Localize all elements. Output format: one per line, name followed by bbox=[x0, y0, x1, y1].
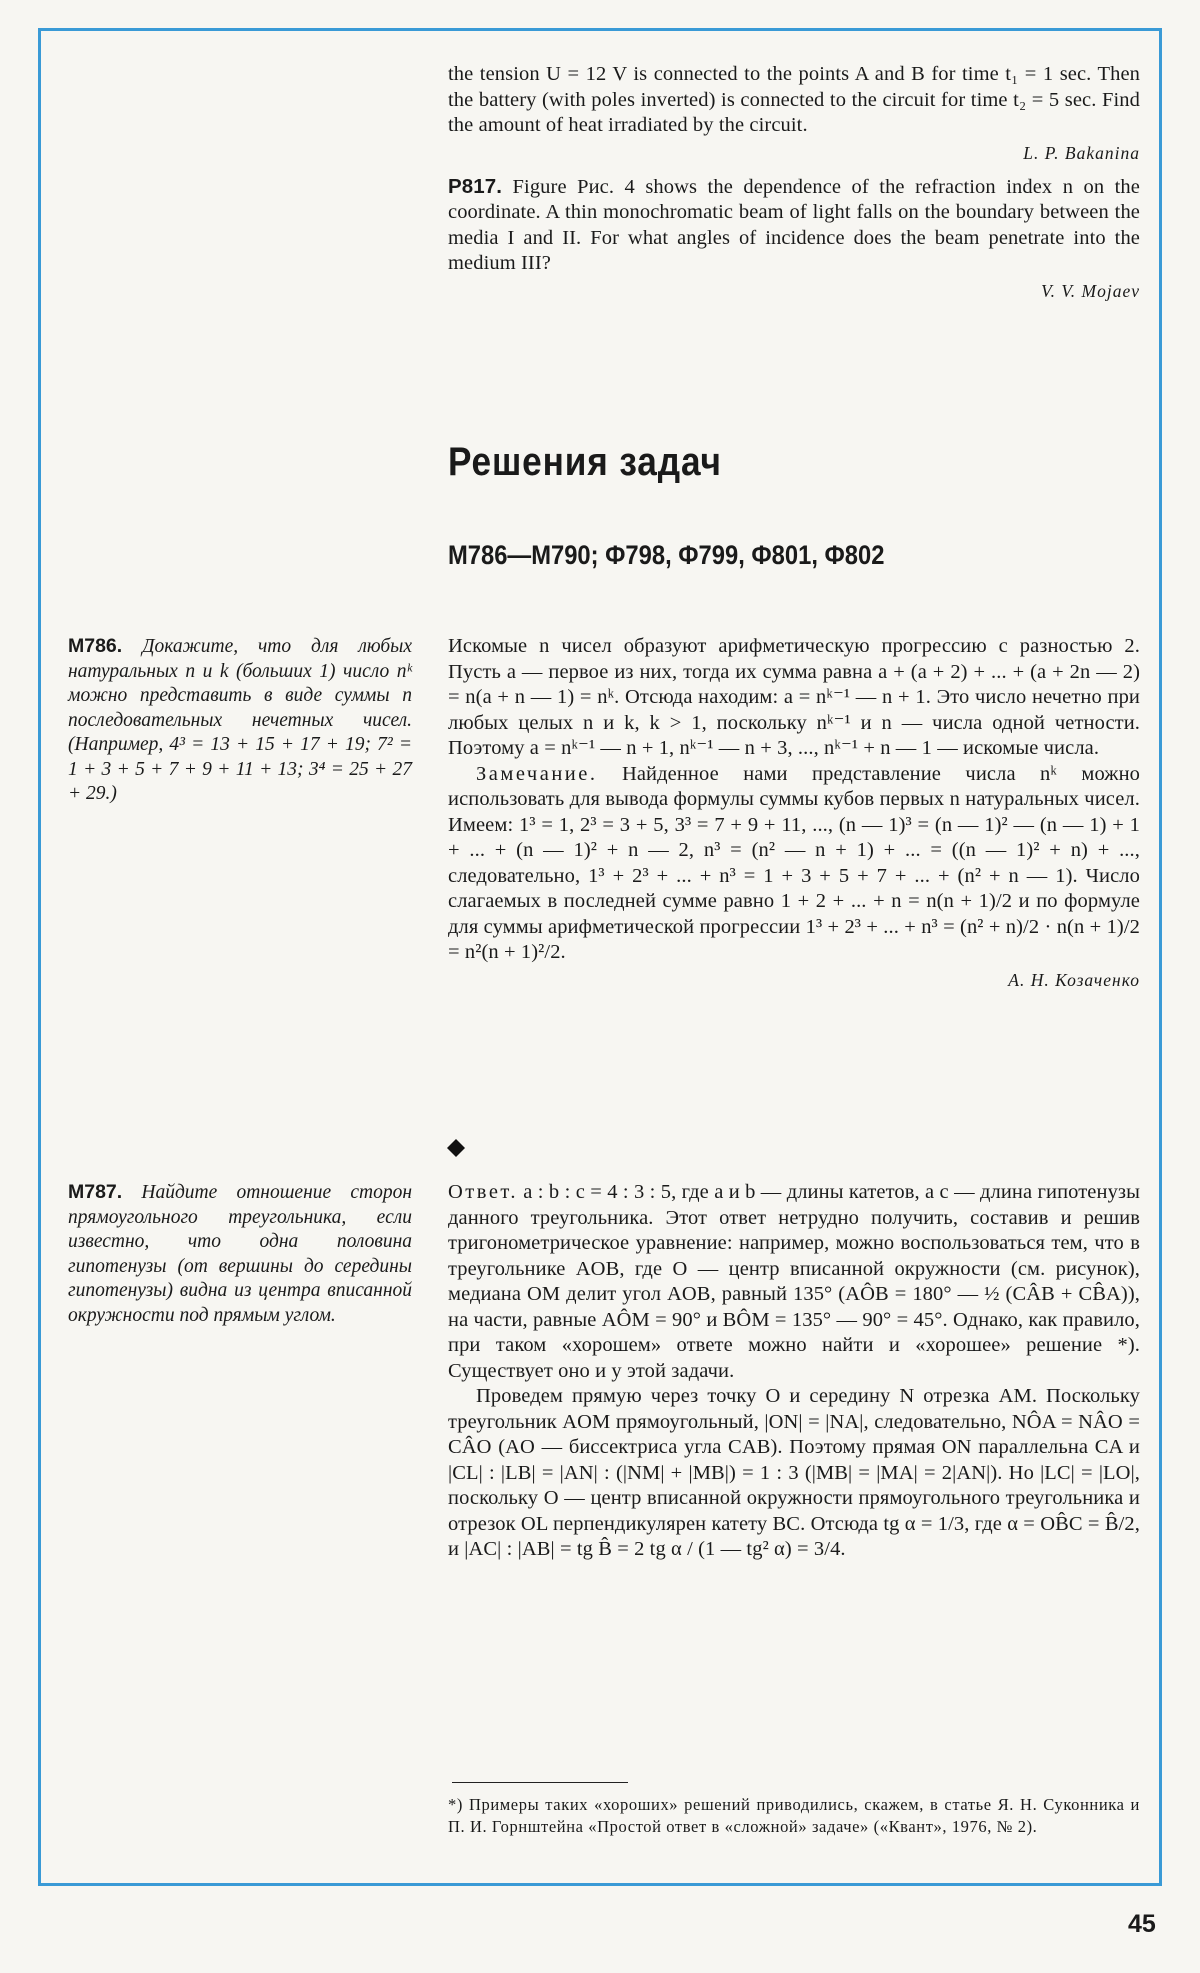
m786-statement-text: Докажите, что для любых натуральных n и k (больших 1) число nᵏ можно представить в виде суммы n последовательных нечетных чисел. (Например, 4³ = 13 + 15 + 17 + 19; 7² = 1 + 3 + 5 + 7 + 9 + 11 + 13; 3⁴ = 25 + 27 + 29.) bbox=[68, 636, 412, 804]
diamond-separator-icon bbox=[446, 1138, 466, 1158]
p816-continuation: the tension U = 12 V is connected to the points A and B for time t₁ = 1 sec. Then the battery (with poles inverted) is connected to the circuit for time t₂ = 5 sec. Find the amount of heat irradiated by the circuit. bbox=[448, 63, 1140, 136]
m786-solution-block bbox=[448, 634, 1140, 991]
m787-statement-block bbox=[68, 1180, 412, 1328]
footnote-divider bbox=[452, 1782, 628, 1783]
m787-answer-label: Ответ. bbox=[448, 1181, 518, 1203]
m787-statement-text: Найдите отношение сторон прямоугольного треугольника, если известно, что одна половина гипотенузы (от вершины до середины гипотенузы) видна из центра вписанной окружности под прямым углом. bbox=[68, 1182, 412, 1326]
page-number: 45 bbox=[1128, 1910, 1156, 1938]
m787-statement bbox=[68, 1180, 412, 1328]
m787-code: M787. bbox=[68, 1181, 123, 1203]
m787-solution-block bbox=[448, 1180, 1140, 1563]
m786-code: M786. bbox=[68, 635, 123, 657]
top-problems-block bbox=[448, 62, 1140, 302]
p817-code: P817. bbox=[448, 174, 503, 198]
m786-statement bbox=[68, 634, 412, 807]
p816-author: L. P. Bakanina bbox=[1023, 142, 1140, 163]
m787-answer-text: a : b : c = 4 : 3 : 5, где a и b — длины катетов, а c — длина гипотенузы данного треугольника. Этот ответ нетрудно получить, составив и решив тригонометрическое уравнение: например, можно воспользоваться тем, что в треугольнике AOB, где O — центр вписанной окружности (см. рисунок), медиана OM делит угол AOB, равный 135° (AÔB = 180° — ½ (CÂB + CB̂A)), на части, равные AÔM = 90° и BÔM = 135° — 90° = 45°. Однако, как правило, при таком «хорошем» ответе можно найти и «хорошее» решение *). Существует оно и у этой задачи. bbox=[448, 1181, 1140, 1382]
p817-text: Figure Рис. 4 shows the dependence of the refraction index n on the coordinate. A thin monochromatic beam of light falls on the boundary between the media I and II. For what angles of incidence does the beam penetrate into the medium III? bbox=[448, 175, 1140, 274]
m786-solution-p2 bbox=[448, 762, 1140, 966]
footnote: *) Примеры таких «хороших» решений приводились, скажем, в статье Я. Н. Суконника и П. И. Горнштейна «Простой ответ в «сложной» задаче» («Квант», 1976, № 2). bbox=[448, 1795, 1140, 1836]
section-subtitle: M786—M790; Ф798, Ф799, Ф801, Ф802 bbox=[448, 540, 885, 570]
m787-solution-p1 bbox=[448, 1180, 1140, 1384]
m786-remark-label: Замечание. bbox=[476, 762, 598, 785]
section-title: Решения задач bbox=[448, 440, 722, 484]
m787-solution-p2: Проведем прямую через точку O и середину N отрезка AM. Поскольку треугольник AOM прямоугольный, |ON| = |NA|, следовательно, NÔA = NÂO = CÂO (AO — биссектриса угла CAB). Поэтому прямая ON параллельна CA и |CL| : |LB| = |AN| : (|NM| + |MB|) = 1 : 3 (|MB| = |MA| = 2|AN|). Но |LC| = |LO|, поскольку O — центр вписанной окружности прямоугольного треугольника и отрезок OL перпендикулярен катету BC. Отсюда tg α = 1/3, где α = OB̂C = B̂/2, и |AC| : |AB| = tg B̂ = 2 tg α / (1 — tg² α) = 3/4. bbox=[448, 1385, 1140, 1560]
p817-problem bbox=[448, 174, 1140, 277]
m786-solution-p1: Искомые n чисел образуют арифметическую прогрессию с разностью 2. Пусть a — первое из них, тогда их сумма равна a + (a + 2) + ... + (a + 2n — 2) = n(a + n — 1) = nᵏ. Отсюда находим: a = nᵏ⁻¹ — n + 1. Это число нечетно при любых целых n и k, k > 1, поскольку nᵏ⁻¹ и n — числа одной четности. Поэтому a = nᵏ⁻¹ — n + 1, nᵏ⁻¹ — n + 3, ..., nᵏ⁻¹ + n — 1 — искомые числа. bbox=[448, 635, 1140, 759]
m786-statement-block bbox=[68, 634, 412, 807]
m786-remark-text: Найденное нами представление числа nᵏ можно использовать для вывода формулы суммы кубов первых n натуральных чисел. Имеем: 1³ = 1, 2³ = 3 + 5, 3³ = 7 + 9 + 11, ..., (n — 1)³ = (n — 1)² — (n — 1) + 1 + ... + (n — 1)² + n — 2, n³ = (n² — n + 1) + ... = ((n — 1)² + n) + ..., следовательно, 1³ + 2³ + ... + n³ = 1 + 3 + 5 + 7 + ... + (n² + n — 1). Число слагаемых в последней сумме равно 1 + 2 + ... + n = n(n + 1)/2 и по формуле для суммы арифметической прогрессии 1³ + 2³ + ... + n³ = (n² + n)/2 · n(n + 1)/2 = n²(n + 1)²/2. bbox=[448, 762, 1140, 963]
m786-author: А. Н. Козаченко bbox=[1008, 969, 1140, 990]
p817-author: V. V. Mojaev bbox=[1041, 280, 1140, 301]
